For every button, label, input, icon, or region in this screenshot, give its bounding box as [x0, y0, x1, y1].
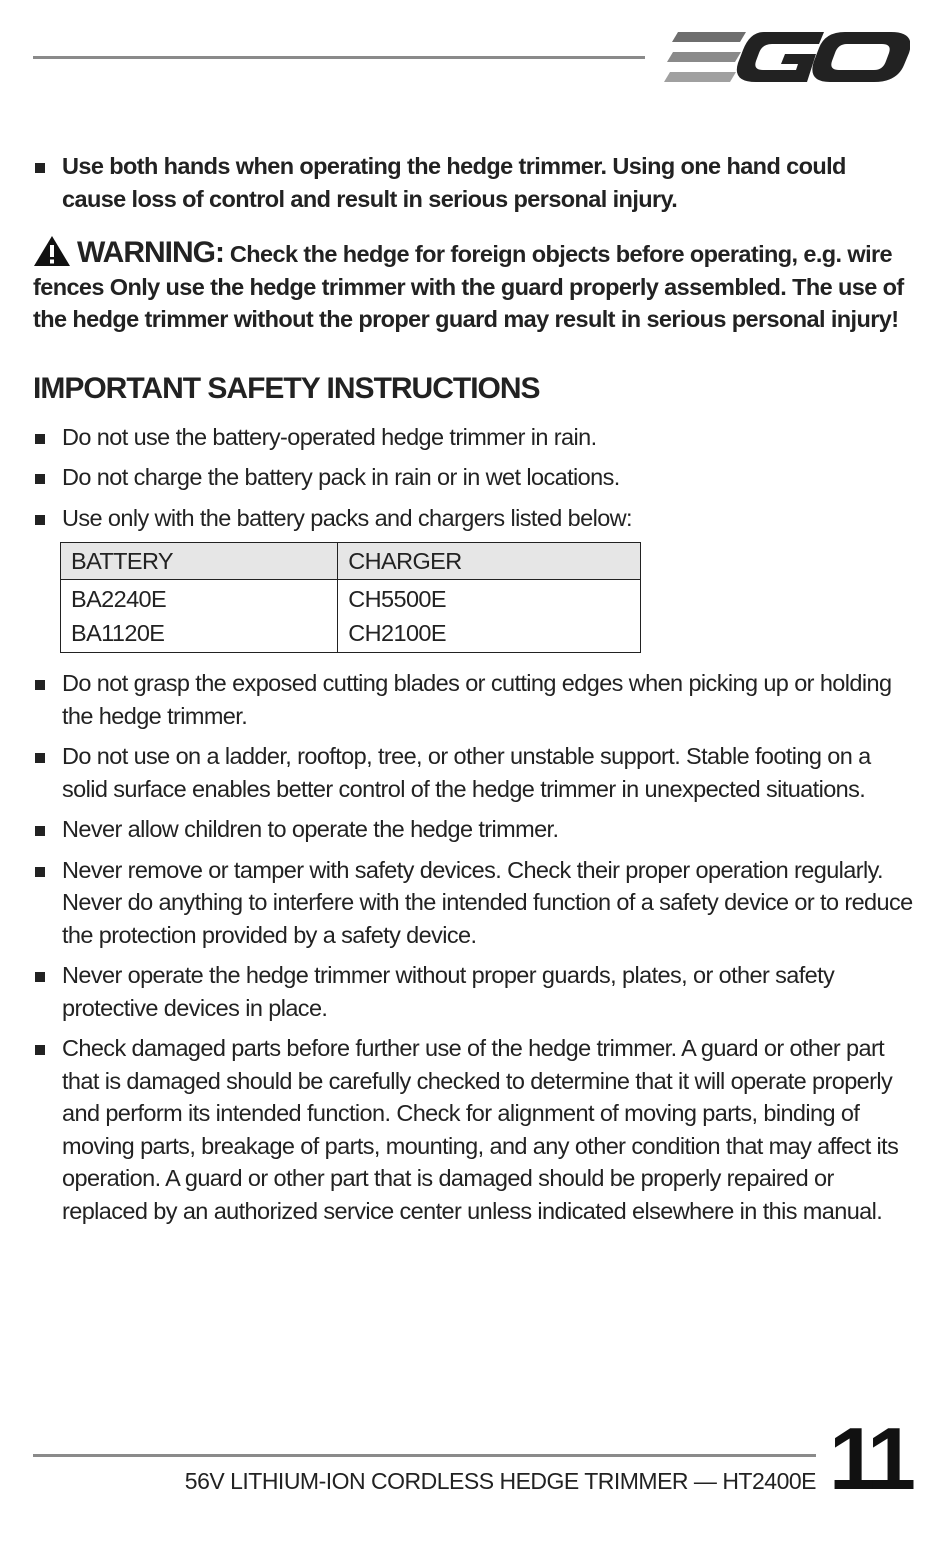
charger-column-header: CHARGER [338, 543, 641, 580]
warning-text: Check the hedge for foreign objects before operating, e.g. wire fences Only use the hedge trimmer with the guard properly assembled. The use of the hedge trimmer without the proper guard may result in serious personal injury! [33, 241, 904, 332]
list-item: Do not use the battery-operated hedge trimmer in rain. [33, 421, 913, 454]
charger-model: CH2100E [348, 620, 446, 646]
page-content [33, 150, 913, 1235]
page-number: 11 [828, 1409, 910, 1508]
battery-model: BA1120E [71, 620, 165, 646]
ego-logo [664, 28, 910, 86]
list-item: Never remove or tamper with safety devices. Check their proper operation regularly. Never do anything to interfere with the intended function of a safety device or to reduce the protection provided by a safety device. [33, 854, 913, 952]
intro-bullet: Use both hands when operating the hedge trimmer. Using one hand could cause loss of control and result in serious personal injury. [33, 150, 913, 215]
footer-title: 56V LITHIUM-ION CORDLESS HEDGE TRIMMER — HT2400E [184, 1468, 816, 1494]
list-item: Use only with the battery packs and chargers listed below: [33, 502, 913, 535]
list-item: Do not charge the battery pack in rain or in wet locations. [33, 461, 913, 494]
table-header-row [61, 543, 641, 580]
table-row [61, 580, 641, 653]
battery-charger-table [60, 542, 641, 653]
list-item: Do not grasp the exposed cutting blades or cutting edges when picking up or holding the hedge trimmer. [33, 667, 913, 732]
list-item: Never operate the hedge trimmer without proper guards, plates, or other safety protective devices in place. [33, 959, 913, 1024]
battery-column-header: BATTERY [61, 543, 338, 580]
list-item: Check damaged parts before further use of the hedge trimmer. A guard or other part that is damaged should be carefully checked to determine that it will operate properly and perform its intended function. Check for alignment of moving parts, binding of moving parts, breakage of parts, mounting, and any other condition that may affect its operation. A guard or other part that is damaged should be properly repaired or replaced by an authorized service center unless indicated elsewhere in this manual. [33, 1032, 913, 1227]
charger-cell [338, 580, 641, 653]
warning-triangle-icon [33, 235, 71, 267]
charger-model: CH5500E [348, 586, 446, 612]
warning-block [33, 235, 913, 336]
battery-model: BA2240E [71, 586, 167, 612]
battery-cell [61, 580, 338, 653]
section-heading: IMPORTANT SAFETY INSTRUCTIONS [33, 371, 540, 405]
list-item: Never allow children to operate the hedge trimmer. [33, 813, 913, 846]
footer-rule [33, 1454, 816, 1457]
list-item: Do not use on a ladder, rooftop, tree, or other unstable support. Stable footing on a solid surface enables better control of the hedge trimmer in unexpected situations. [33, 740, 913, 805]
warning-label: WARNING: [77, 236, 224, 269]
header-rule [33, 56, 645, 59]
